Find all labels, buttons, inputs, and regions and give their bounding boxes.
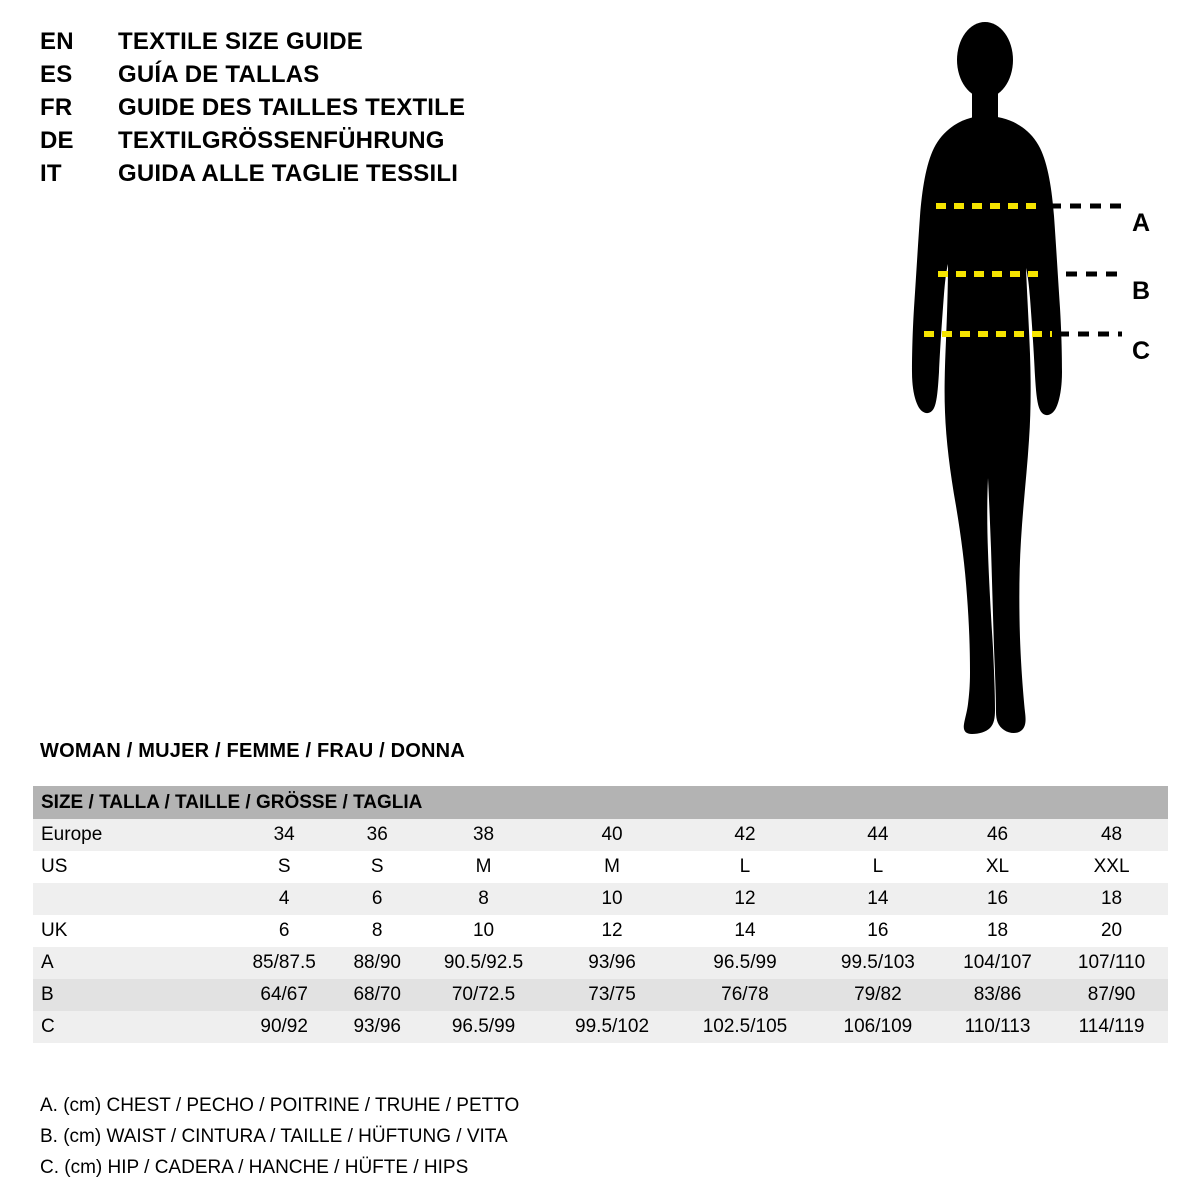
- measurement-lines: [860, 20, 1180, 750]
- cell: 93/96: [550, 947, 674, 979]
- cell: 14: [816, 883, 940, 915]
- cell: 79/82: [816, 979, 940, 1011]
- cell: 6: [231, 915, 337, 947]
- cell: 16: [940, 883, 1055, 915]
- cell: 114/119: [1055, 1011, 1168, 1043]
- footnote-b: B. (cm) WAIST / CINTURA / TAILLE / HÜFTUNG / VITA: [40, 1126, 508, 1147]
- footnote-c: C. (cm) HIP / CADERA / HANCHE / HÜFTE / HIPS: [40, 1157, 469, 1178]
- cell: L: [674, 851, 816, 883]
- cell: 106/109: [816, 1011, 940, 1043]
- measure-label-c: C: [1132, 337, 1151, 365]
- footnote-a: A. (cm) CHEST / PECHO / POITRINE / TRUHE / PETTO: [40, 1095, 520, 1116]
- cell: 6: [337, 883, 417, 915]
- cell: 96.5/99: [674, 947, 816, 979]
- cell: 10: [417, 915, 550, 947]
- title-lang-en: EN: [40, 28, 74, 55]
- cell: 10: [550, 883, 674, 915]
- title-text-es: GUÍA DE TALLAS: [118, 61, 320, 88]
- cell: 38: [417, 819, 550, 851]
- cell: M: [550, 851, 674, 883]
- title-text-fr: GUIDE DES TAILLES TEXTILE: [118, 94, 466, 121]
- cell: 99.5/102: [550, 1011, 674, 1043]
- cell: 18: [940, 915, 1055, 947]
- cell: 70/72.5: [417, 979, 550, 1011]
- table-row: [33, 947, 1168, 979]
- cell: 64/67: [231, 979, 337, 1011]
- title-row: [40, 28, 600, 61]
- cell: 14: [674, 915, 816, 947]
- title-lang-it: IT: [40, 160, 62, 187]
- measure-label-a: A: [1132, 209, 1151, 237]
- cell: 68/70: [337, 979, 417, 1011]
- cell: 12: [674, 883, 816, 915]
- title-row: [40, 61, 600, 94]
- title-text-de: TEXTILGRÖSSENFÜHRUNG: [118, 127, 445, 154]
- title-lang-de: DE: [40, 127, 74, 154]
- row-label-uk: UK: [33, 915, 231, 947]
- table-row: [33, 979, 1168, 1011]
- cell: 87/90: [1055, 979, 1168, 1011]
- title-block: [40, 28, 600, 193]
- cell: 85/87.5: [231, 947, 337, 979]
- row-label-a: A: [33, 947, 231, 979]
- cell: 42: [674, 819, 816, 851]
- cell: L: [816, 851, 940, 883]
- cell: 93/96: [337, 1011, 417, 1043]
- measure-label-b: B: [1132, 277, 1151, 305]
- cell: 107/110: [1055, 947, 1168, 979]
- cell: S: [337, 851, 417, 883]
- cell: 34: [231, 819, 337, 851]
- cell: 8: [337, 915, 417, 947]
- cell: 76/78: [674, 979, 816, 1011]
- cell: 110/113: [940, 1011, 1055, 1043]
- cell: 104/107: [940, 947, 1055, 979]
- table-row: [33, 915, 1168, 947]
- size-table: [33, 786, 1168, 1043]
- table-row: [33, 1011, 1168, 1043]
- cell: 18: [1055, 883, 1168, 915]
- section-heading: WOMAN / MUJER / FEMME / FRAU / DONNA: [40, 740, 465, 762]
- row-label-us-numeric: [33, 883, 231, 915]
- cell: 90/92: [231, 1011, 337, 1043]
- row-label-b: B: [33, 979, 231, 1011]
- cell: XL: [940, 851, 1055, 883]
- cell: 44: [816, 819, 940, 851]
- cell: 99.5/103: [816, 947, 940, 979]
- cell: XXL: [1055, 851, 1168, 883]
- cell: S: [231, 851, 337, 883]
- title-lang-fr: FR: [40, 94, 73, 121]
- cell: 88/90: [337, 947, 417, 979]
- row-label-c: C: [33, 1011, 231, 1043]
- body-figure: [860, 20, 1180, 750]
- title-row: [40, 160, 600, 193]
- title-text-en: TEXTILE SIZE GUIDE: [118, 28, 363, 55]
- cell: 96.5/99: [417, 1011, 550, 1043]
- cell: 20: [1055, 915, 1168, 947]
- table-header-row: [33, 786, 1168, 819]
- table-row: [33, 851, 1168, 883]
- title-lang-es: ES: [40, 61, 73, 88]
- row-label-europe: Europe: [33, 819, 231, 851]
- cell: M: [417, 851, 550, 883]
- cell: 12: [550, 915, 674, 947]
- cell: 36: [337, 819, 417, 851]
- cell: 16: [816, 915, 940, 947]
- cell: 46: [940, 819, 1055, 851]
- title-row: [40, 94, 600, 127]
- cell: 4: [231, 883, 337, 915]
- cell: 40: [550, 819, 674, 851]
- footnotes: [40, 1090, 519, 1183]
- table-header-label: SIZE / TALLA / TAILLE / GRÖSSE / TAGLIA: [33, 786, 1168, 819]
- cell: 90.5/92.5: [417, 947, 550, 979]
- cell: 73/75: [550, 979, 674, 1011]
- cell: 83/86: [940, 979, 1055, 1011]
- title-text-it: GUIDA ALLE TAGLIE TESSILI: [118, 160, 459, 187]
- row-label-us: US: [33, 851, 231, 883]
- cell: 8: [417, 883, 550, 915]
- table-row: [33, 883, 1168, 915]
- title-row: [40, 127, 600, 160]
- table-row: [33, 819, 1168, 851]
- cell: 102.5/105: [674, 1011, 816, 1043]
- cell: 48: [1055, 819, 1168, 851]
